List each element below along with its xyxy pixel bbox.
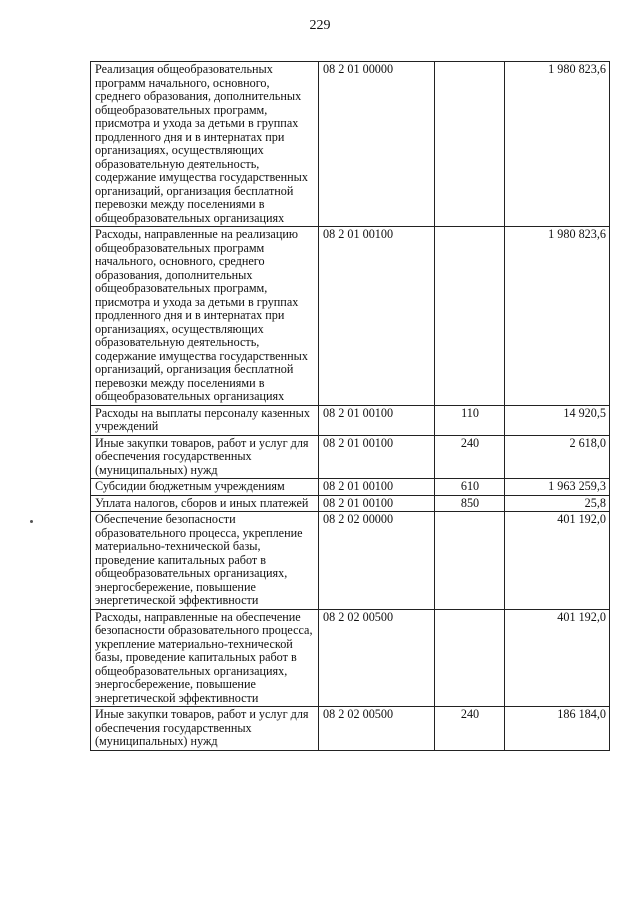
scan-speck xyxy=(30,520,33,523)
row-code-cell: 08 2 01 00100 xyxy=(319,405,435,435)
row-expense-type-cell: 110 xyxy=(435,405,505,435)
row-amount-cell: 186 184,0 xyxy=(505,707,610,751)
row-amount-cell: 25,8 xyxy=(505,495,610,512)
budget-table-body xyxy=(91,62,610,751)
row-expense-type-cell xyxy=(435,609,505,707)
row-name-cell: Субсидии бюджетным учреждениям xyxy=(91,479,319,496)
row-expense-type-cell xyxy=(435,62,505,227)
row-code-cell: 08 2 01 00100 xyxy=(319,479,435,496)
row-amount-cell: 401 192,0 xyxy=(505,609,610,707)
row-expense-type-cell xyxy=(435,227,505,406)
row-code-cell: 08 2 01 00100 xyxy=(319,435,435,479)
row-code-cell: 08 2 01 00000 xyxy=(319,62,435,227)
budget-table xyxy=(90,61,610,751)
row-expense-type-cell: 240 xyxy=(435,435,505,479)
row-code-cell: 08 2 02 00000 xyxy=(319,512,435,610)
table-row xyxy=(91,512,610,610)
table-row xyxy=(91,405,610,435)
table-row xyxy=(91,495,610,512)
table-row xyxy=(91,707,610,751)
row-name-cell: Иные закупки товаров, работ и услуг для обеспечения государственных (муниципальных) нужд xyxy=(91,435,319,479)
table-row xyxy=(91,435,610,479)
row-name-cell: Иные закупки товаров, работ и услуг для обеспечения государственных (муниципальных) нужд xyxy=(91,707,319,751)
table-row xyxy=(91,62,610,227)
row-name-cell: Расходы, направленные на реализацию общеобразовательных программ начального, основного, среднего образования, дополнительных общеобразовательных программ, присмотра и ухода за детьми в группах продленного дня и в интернатах при организациях, осуществляющих образовательную деятельность, содержание имущества государственных организаций, организация бесплатной перевозки между поселениями в общеобразовательных организациях xyxy=(91,227,319,406)
row-name-cell: Расходы на выплаты персоналу казенных учреждений xyxy=(91,405,319,435)
row-name-cell: Уплата налогов, сборов и иных платежей xyxy=(91,495,319,512)
table-row xyxy=(91,479,610,496)
row-code-cell: 08 2 01 00100 xyxy=(319,227,435,406)
table-row xyxy=(91,609,610,707)
row-name-cell: Реализация общеобразовательных программ начального, основного, среднего образования, дополнительных общеобразовательных программ, присмотра и ухода за детьми в группах продленного дня и в интернатах при организациях, осуществляющих образовательную деятельность, содержание имущества государственных организаций, организация бесплатной перевозки между поселениями в общеобразовательных организациях xyxy=(91,62,319,227)
row-expense-type-cell xyxy=(435,512,505,610)
row-code-cell: 08 2 02 00500 xyxy=(319,609,435,707)
row-expense-type-cell: 610 xyxy=(435,479,505,496)
row-expense-type-cell: 850 xyxy=(435,495,505,512)
page-number: 229 xyxy=(309,18,331,33)
row-amount-cell: 1 963 259,3 xyxy=(505,479,610,496)
row-amount-cell: 2 618,0 xyxy=(505,435,610,479)
row-amount-cell: 14 920,5 xyxy=(505,405,610,435)
row-name-cell: Расходы, направленные на обеспечение безопасности образовательного процесса, укрепление материально-технической базы, проведение капитальных работ в общеобразовательных организациях, энергосбережение, повышение энергетической эффективности xyxy=(91,609,319,707)
row-expense-type-cell: 240 xyxy=(435,707,505,751)
row-code-cell: 08 2 01 00100 xyxy=(319,495,435,512)
row-amount-cell: 401 192,0 xyxy=(505,512,610,610)
row-amount-cell: 1 980 823,6 xyxy=(505,62,610,227)
table-row xyxy=(91,227,610,406)
row-name-cell: Обеспечение безопасности образовательного процесса, укрепление материально-технической базы, проведение капитальных работ в общеобразовательных организациях, энергосбережение, повышение энергетической эффективности xyxy=(91,512,319,610)
row-amount-cell: 1 980 823,6 xyxy=(505,227,610,406)
row-code-cell: 08 2 02 00500 xyxy=(319,707,435,751)
